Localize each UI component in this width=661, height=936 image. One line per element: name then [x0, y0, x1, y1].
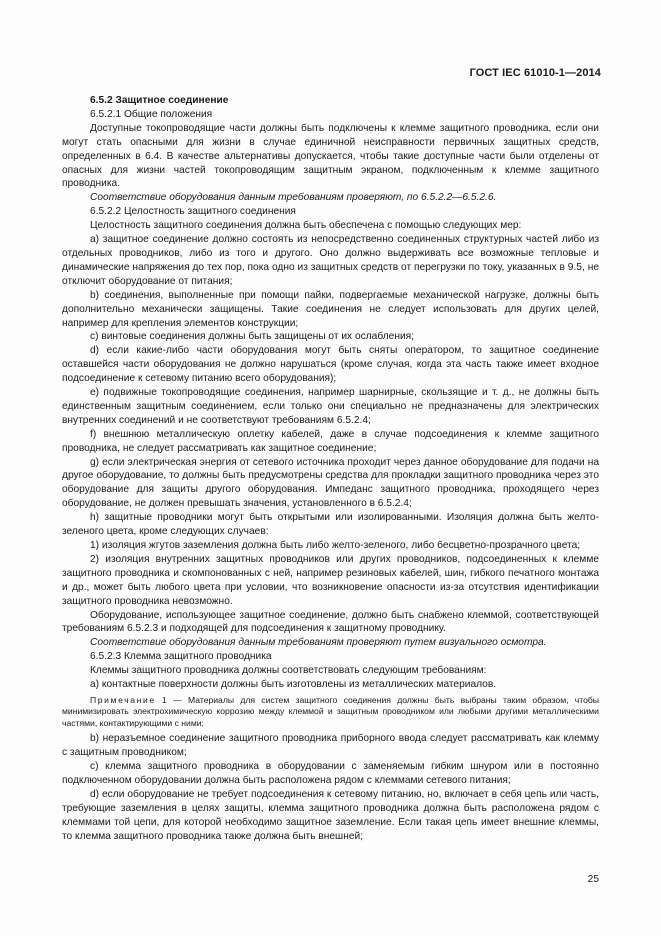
- paragraph-3: Оборудование, использующее защитное соединение, должно быть снабжено клеммой, соответствующей требованиям 6.5.2.3 и подходящей для подсоединения к защитному проводнику.: [62, 609, 599, 635]
- list-item-b2: b) неразъемное соединение защитного проводника приборного ввода следует рассматривать как клемму с защитным проводником;: [62, 733, 599, 759]
- document-header: ГОСТ IEC 61010-1—2014: [469, 67, 601, 79]
- section-title: 6.5.2 Защитное соединение: [90, 95, 229, 106]
- subsection-title-2: 6.5.2.2 Целостность защитного соединения: [90, 206, 296, 218]
- list-item-c2: c) клемма защитного проводника в оборудовании с заменяемым гибким шнуром или в постоянно подключенном оборудовании должна быть расположена рядом с клеммами сетевого питания;: [62, 761, 599, 786]
- list-subitem-2: 2) изоляция внутренних защитных проводников или других проводников, подсоединенных к клемме защитного проводника и скомпонованных с ней, например резиновых кабелей, шин, гибкого печатного монтажа и др., может быть любого цвета при условии, что возникновение опасности из-за отсутствия идентификации защитного проводника невозможно.: [62, 553, 599, 607]
- list-item-f: f) внешнюю металлическую оплетку кабелей, даже в случае подсоединения к клемме защитного проводника, не следует рассматривать как защитное соединение;: [62, 428, 599, 454]
- paragraph-1: Доступные токопроводящие части должны быть подключены к клемме защитного проводника, если они могут стать опасными для жизни в случае единичной неисправности первичных защитных средств, определенных в 6.4. В качестве альтернативы допускается, чтобы такие доступные части были отделены от опасных для жизни частей токопроводящим защитным экраном, подключенным к клемме защитного проводника.: [62, 122, 599, 190]
- list-item-c: c) винтовые соединения должны быть защищены от их ослабления;: [90, 331, 414, 343]
- subsection-title-3: 6.5.2.3 Клемма защитного проводника: [90, 651, 272, 663]
- note-label: Примечание: [90, 694, 156, 705]
- list-item-a: a) защитное соединение должно состоять из непосредственно соединенных структурных частей либо из отдельных проводников, либо из того и другого. Оно должно выдерживать все возможные тепловые и динамические напряжения до тех пор, пока одно из защитных средств от перегрузки по току, указанных в 9.5, не отключит оборудование от питания;: [62, 234, 599, 287]
- note-text: 1 — Материалы для систем защитного соединения должны быть выбраны таким образом, чтобы минимизировать электрохимическую коррозию между клеммой и защитным проводником или любыми другими металлическими частями, контактирующими с ними;: [62, 694, 599, 728]
- list-item-h: h) защитные проводники могут быть открытыми или изолированными. Изоляция должна быть желто-зеленого цвета, кроме следующих случаев:: [62, 512, 599, 538]
- subsection-title-1: 6.5.2.1 Общие положения: [90, 108, 213, 120]
- list-item-d: d) если какие-либо части оборудования могут быть сняты оператором, то защитное соединение оставшейся части оборудования не должно нарушаться (кроме случая, когда эта часть также имеет входное подсоединение к сетевому питанию всего оборудования);: [62, 345, 599, 385]
- paragraph-2: Целостность защитного соединения должна быть обеспечена с помощью следующих мер:: [90, 220, 522, 232]
- list-item-d2: d) если оборудование не требует подсоединения к сетевому питанию, но, включает в себя цепь или часть, требующие заземления в целях защиты, клемма защитного проводника должна быть расположена рядом с клеммами той цепи, для которой необходимо защитное заземление. Если такая цепь имеет внешние клеммы, то клемма защитного проводника также должна быть внешней;: [62, 788, 599, 842]
- list-item-a2: a) контактные поверхности должны быть изготовлены из металлических материалов.: [90, 679, 497, 691]
- document-body: [62, 94, 599, 843]
- compliance-check-2: Соответствие оборудования данным требованиям проверяют путем визуального осмотра.: [90, 637, 547, 649]
- list-item-b: b) соединения, выполненные при помощи пайки, подвергаемые механической нагрузке, должны быть дополнительно механически защищены. Такие соединения не следует использовать для других целей, например для крепления элементов конструкции;: [62, 289, 599, 329]
- note: [62, 695, 599, 729]
- compliance-check-1: Соответствие оборудования данным требованиям проверяют, по 6.5.2.2—6.5.2.6.: [90, 192, 497, 204]
- list-item-e: e) подвижные токопроводящие соединения, например шарнирные, скользящие и т. д., не должны быть единственным защитным соединением, если только они специально не предназначены для электрических внутренних соединений и не соответствуют требованиям 6.5.2.4;: [62, 387, 599, 426]
- paragraph-4: Клеммы защитного проводника должны соответствовать следующим требованиям:: [90, 665, 487, 677]
- list-item-g: g) если электрическая энергия от сетевого источника проходит через данное оборудование для подачи на другое оборудование, то должны быть предусмотрены средства для прокладки защитного проводника через это оборудование для защиты другого оборудования. Импеданс защитного проводника, проходящего через оборудование, не должен превышать значения, установленного в 6.5.2.4;: [62, 456, 599, 510]
- page-number: 25: [587, 874, 599, 885]
- list-subitem-1: 1) изоляция жгутов заземления должна быть либо желто-зеленого, либо бесцветно-прозрачного цвета;: [90, 540, 581, 551]
